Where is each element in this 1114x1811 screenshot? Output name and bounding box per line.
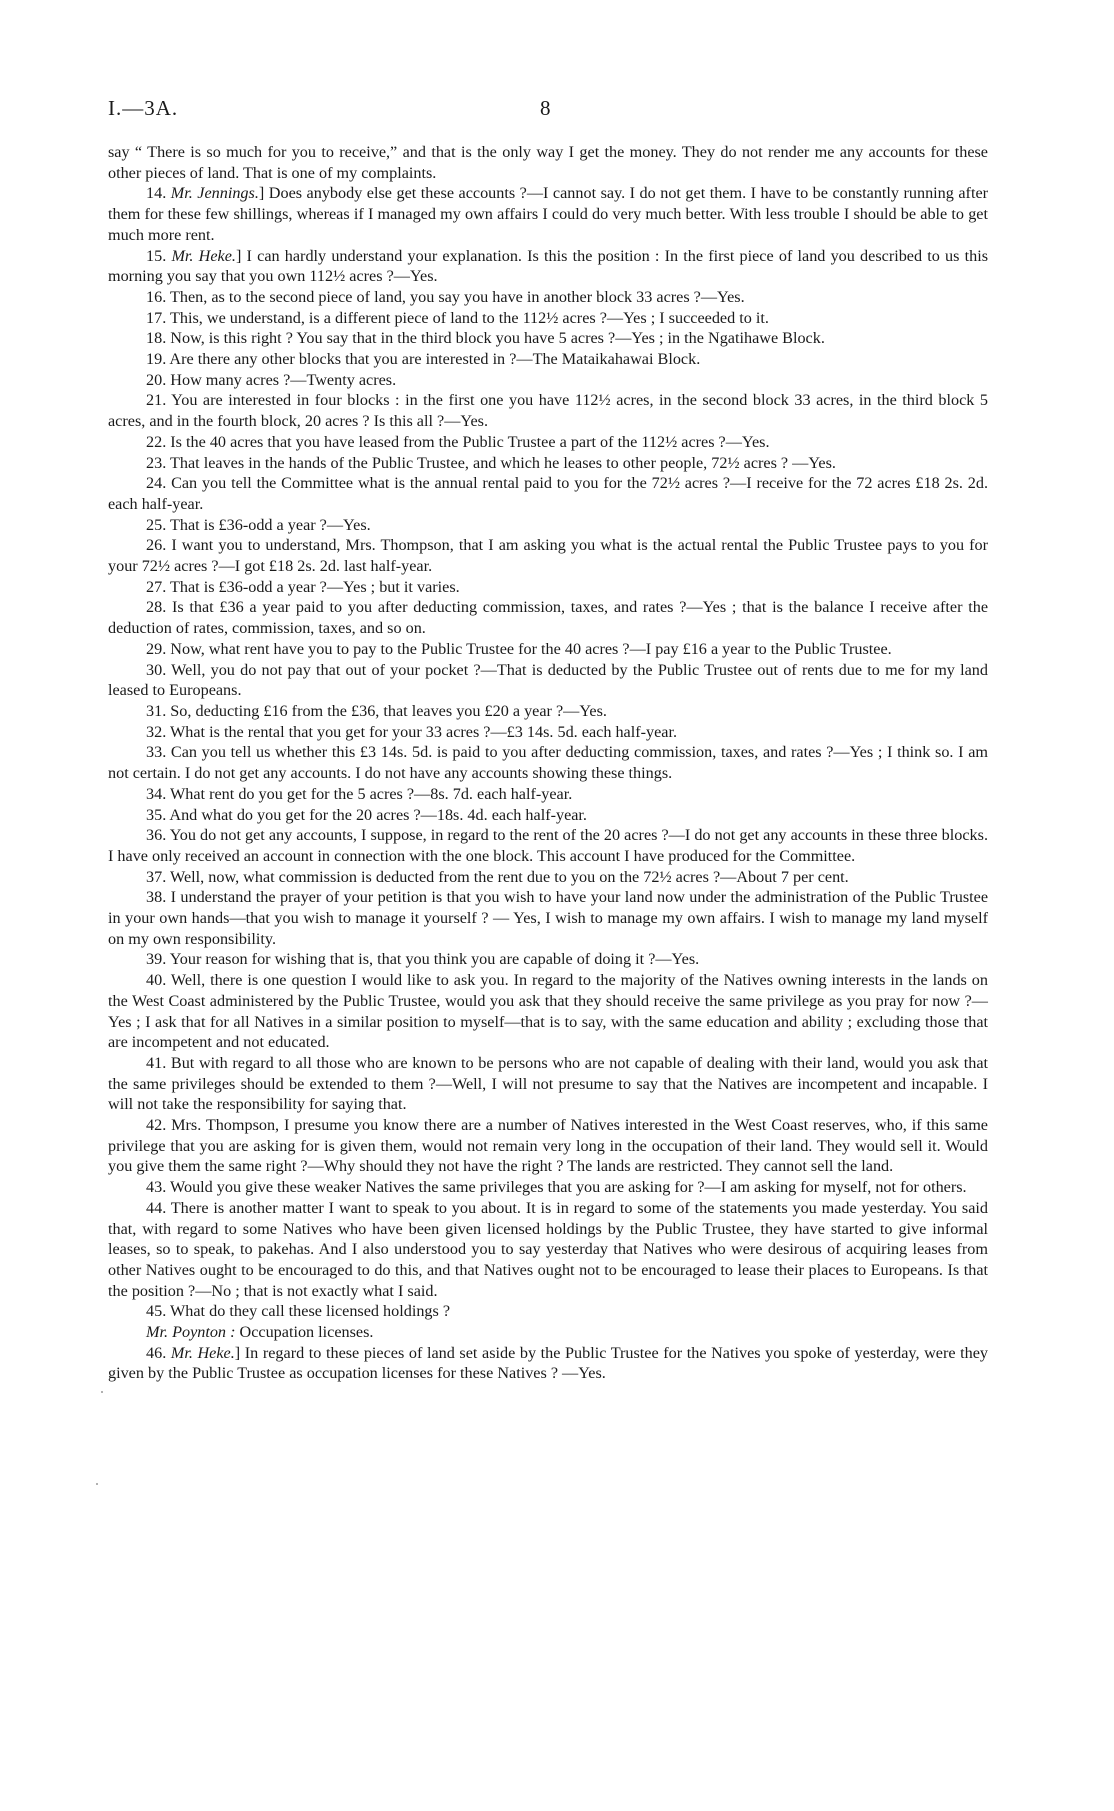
question-number: 46. bbox=[146, 1343, 171, 1362]
question-number: 22. bbox=[146, 432, 171, 451]
paragraph-text: What rent do you get for the 5 acres ?—8s. 7d. each half-year. bbox=[170, 784, 573, 803]
question-number: 35. bbox=[146, 805, 170, 824]
evidence-paragraph bbox=[108, 453, 988, 474]
scan-speck bbox=[96, 1483, 98, 1485]
question-number: 25. bbox=[146, 515, 170, 534]
evidence-paragraph bbox=[108, 1177, 988, 1198]
speaker-name: Mr. Heke. bbox=[170, 1343, 235, 1362]
speaker-bracket: ] bbox=[235, 246, 242, 265]
question-number: 28. bbox=[146, 598, 172, 617]
paragraph-text: In regard to these pieces of land set aside by the Public Trustee for the Natives you spoke of yesterday, were they given by the Public Trustee as occupation licenses for these Natives ? —Yes. bbox=[108, 1343, 989, 1383]
paragraph-text: What is the rental that you get for your 33 acres ?—£3 14s. 5d. each half-year. bbox=[170, 722, 678, 741]
evidence-paragraph bbox=[108, 328, 988, 349]
question-number: 40. bbox=[146, 971, 171, 990]
paragraph-text: How many acres ?—Twenty acres. bbox=[170, 370, 397, 389]
evidence-paragraph bbox=[108, 535, 988, 576]
paragraph-text: I understand the prayer of your petition is that you wish to have your land now under the administration of the Public Trustee in your own hands—that you wish to manage it yourself ? — Yes, I wish to manage my own affairs. I wish to manage my land myself on my own responsibility. bbox=[108, 888, 988, 948]
speaker-name: Mr. Poynton : bbox=[146, 1323, 236, 1342]
paragraph-text: Well, there is one question I would like to ask you. In regard to the majority of the Natives owning interests in the lands on the West Coast administered by the Public Trustee, would you ask that they should receive the same privilege as you pray for now ?—Yes ; I ask that for all Natives in a similar position to myself—that is to say, with the same education and ability ; excluding those that are incompetent and not educated. bbox=[108, 971, 988, 1052]
evidence-paragraph bbox=[108, 577, 988, 598]
evidence-paragraph bbox=[108, 887, 988, 949]
paragraph-text: So, deducting £16 from the £36, that leaves you £20 a year ?—Yes. bbox=[170, 701, 607, 720]
evidence-paragraph bbox=[108, 432, 988, 453]
speaker-name: Mr. Jennings. bbox=[170, 184, 259, 203]
paragraph-text: But with regard to all those who are known to be persons who are not capable of dealing with their land, would you ask that the same privileges should be extended to them ?—Well, I will not presume to say that the Natives are incompetent and incapable. I will not take the responsibility for saying that. bbox=[108, 1053, 989, 1114]
question-number: 14. bbox=[146, 184, 171, 203]
minutes-of-evidence bbox=[108, 142, 988, 1384]
evidence-paragraph bbox=[108, 183, 988, 245]
evidence-paragraph bbox=[108, 246, 988, 287]
paragraph-text: Now, what rent have you to pay to the Public Trustee for the 40 acres ?—I pay £16 a year to the Public Trustee. bbox=[170, 639, 892, 658]
question-number: 45. bbox=[146, 1302, 170, 1321]
question-number: 21. bbox=[146, 391, 172, 410]
question-number: 39. bbox=[146, 950, 170, 969]
evidence-paragraph bbox=[108, 473, 988, 514]
paragraph-text: That is £36-odd a year ?—Yes. bbox=[170, 515, 371, 534]
question-number: 33. bbox=[146, 743, 171, 762]
question-number: 42. bbox=[146, 1116, 172, 1135]
question-number: 41. bbox=[146, 1053, 171, 1072]
evidence-paragraph bbox=[108, 597, 988, 638]
evidence-paragraph bbox=[108, 1198, 988, 1302]
evidence-paragraph bbox=[108, 1115, 988, 1177]
paragraph-text: Mrs. Thompson, I presume you know there are a number of Natives interested in the West Coast reserves, who, if this same privilege that you are asking for is given them, would not remain very long in the occupation of their land. They would sell it. Would you give them the same right ?—Why should they not have the right ? The lands are restricted. They cannot sell the land. bbox=[108, 1116, 988, 1176]
evidence-paragraph bbox=[108, 722, 988, 743]
question-number: 26. bbox=[146, 536, 172, 555]
question-number: 37. bbox=[146, 867, 170, 886]
paragraph-text: Now, is this right ? You say that in the third block you have 5 acres ?—Yes ; in the Ngatihawe Block. bbox=[170, 329, 825, 348]
page-header bbox=[108, 96, 988, 126]
paragraph-text: Well, you do not pay that out of your pocket ?—That is deducted by the Public Trustee out of rents due to me for my land leased to Europeans. bbox=[108, 660, 988, 700]
paragraph-text: Well, now, what commission is deducted from the rent due to you on the 72½ acres ?—About 7 per cent. bbox=[170, 867, 849, 886]
evidence-paragraph bbox=[108, 639, 988, 660]
evidence-paragraph bbox=[108, 515, 988, 536]
evidence-paragraph bbox=[108, 142, 988, 183]
paragraph-text: And what do you get for the 20 acres ?—18s. 4d. each half-year. bbox=[169, 805, 587, 824]
paragraph-text: What do they call these licensed holdings ? bbox=[170, 1302, 451, 1321]
question-number: 18. bbox=[146, 329, 171, 348]
page-number: 8 bbox=[540, 96, 551, 120]
question-number: 23. bbox=[146, 453, 170, 472]
question-number: 16. bbox=[146, 287, 170, 306]
question-number: 15. bbox=[146, 246, 172, 265]
paragraph-text: Would you give these weaker Natives the same privileges that you are asking for ?—I am asking for myself, not for others. bbox=[170, 1178, 967, 1197]
speaker-name: Mr. Heke. bbox=[171, 246, 236, 265]
evidence-paragraph bbox=[108, 949, 988, 970]
evidence-paragraph bbox=[108, 701, 988, 722]
evidence-paragraph bbox=[108, 287, 988, 308]
evidence-paragraph bbox=[108, 370, 988, 391]
evidence-paragraph bbox=[108, 970, 988, 1053]
paragraph-text: That is £36-odd a year ?—Yes ; but it varies. bbox=[170, 577, 460, 596]
question-number: 20. bbox=[146, 370, 171, 389]
evidence-paragraph bbox=[108, 867, 988, 888]
paragraph-text: Does anybody else get these accounts ?—I cannot say. I do not get them. I have to be constantly running after them for these few shillings, whereas if I managed my own affairs I could do very much better. With less trouble I should be able to get much more rent. bbox=[108, 184, 989, 244]
paragraph-text: Are there any other blocks that you are interested in ?—The Mataikahawai Block. bbox=[169, 350, 701, 369]
paragraph-text: That leaves in the hands of the Public Trustee, and which he leases to other people, 72½ acres ? —Yes. bbox=[170, 453, 836, 472]
evidence-paragraph bbox=[108, 390, 988, 431]
evidence-paragraph bbox=[108, 1322, 988, 1343]
question-number: 17. bbox=[146, 308, 170, 327]
question-number: 43. bbox=[146, 1178, 170, 1197]
paragraph-text: Is that £36 a year paid to you after deducting commission, taxes, and rates ?—Yes ; that is the balance I receive after the deduction of rates, commission, taxes, and so on. bbox=[108, 598, 989, 638]
document-reference: I.—3A. bbox=[108, 96, 179, 120]
question-number: 31. bbox=[146, 701, 171, 720]
document-page bbox=[108, 96, 988, 1384]
paragraph-text: There is another matter I want to speak to you about. It is in regard to some of the statements you made yesterday. You said that, with regard to some Natives who have been given licensed holdings by the Public Trustee, they have started to give informal leases, so to speak, to pakehas. And I also understood you to say yesterday that Natives who were desirous of acquiring leases from other Natives ought to be encouraged to do this, and that Natives ought not to be encouraged to lease their places to Europeans. Is that the position ?—No ; that is not exactly what I said. bbox=[108, 1198, 988, 1300]
paragraph-text: Then, as to the second piece of land, you say you have in another block 33 acres ?—Yes. bbox=[170, 287, 745, 306]
paragraph-text: Is the 40 acres that you have leased from the Public Trustee a part of the 112½ acres ?—Yes. bbox=[170, 432, 770, 451]
paragraph-text: say “ There is so much for you to receive,” and that is the only way I get the money. They do not render me any accounts for these other pieces of land. That is one of my complaints. bbox=[108, 143, 988, 182]
paragraph-text: Can you tell us whether this £3 14s. 5d. is paid to you after deducting commission, taxes, and rates ?—Yes ; I think so. I am not certain. I do not get any accounts. I do not have any accounts showing these things. bbox=[108, 743, 989, 783]
question-number: 29. bbox=[146, 639, 171, 658]
speaker-bracket: ] bbox=[234, 1343, 241, 1362]
paragraph-text: You do not get any accounts, I suppose, in regard to the rent of the 20 acres ?—I do not get any accounts in these three blocks. I have only received an account in connection with the one block. This account I have produced for the Committee. bbox=[108, 826, 988, 865]
evidence-paragraph bbox=[108, 742, 988, 783]
question-number: 32. bbox=[146, 722, 170, 741]
question-number: 38. bbox=[146, 888, 171, 907]
paragraph-text: Can you tell the Committee what is the annual rental paid to you for the 72½ acres ?—I receive for the 72 acres £18 2s. 2d. each half-year. bbox=[108, 474, 988, 513]
question-number: 36. bbox=[146, 826, 170, 845]
paragraph-text: This, we understand, is a different piece of land to the 112½ acres ?—Yes ; I succeeded to it. bbox=[170, 308, 769, 327]
scan-speck bbox=[101, 1391, 103, 1393]
question-number: 19. bbox=[146, 350, 170, 369]
question-number: 27. bbox=[146, 577, 170, 596]
paragraph-text: Occupation licenses. bbox=[235, 1323, 374, 1342]
paragraph-text: I can hardly understand your explanation. Is this the position : In the first piece of land you described to us this morning you say that you own 112½ acres ?—Yes. bbox=[108, 246, 989, 286]
question-number: 24. bbox=[146, 474, 172, 493]
evidence-paragraph bbox=[108, 784, 988, 805]
evidence-paragraph bbox=[108, 1343, 988, 1384]
evidence-paragraph bbox=[108, 1053, 988, 1115]
evidence-paragraph bbox=[108, 349, 988, 370]
speaker-bracket: ] bbox=[258, 184, 265, 203]
evidence-paragraph bbox=[108, 1301, 988, 1322]
paragraph-text: I want you to understand, Mrs. Thompson, that I am asking you what is the actual rental the Public Trustee pays to you for your 72½ acres ?—I got £18 2s. 2d. last half-year. bbox=[108, 536, 988, 576]
paragraph-text: You are interested in four blocks : in the first one you have 112½ acres, in the second block 33 acres, in the third block 5 acres, and in the fourth block, 20 acres ? Is this all ?—Yes. bbox=[108, 391, 988, 431]
paragraph-text: Your reason for wishing that is, that you think you are capable of doing it ?—Yes. bbox=[169, 950, 700, 969]
question-number: 44. bbox=[146, 1198, 171, 1217]
question-number: 34. bbox=[146, 784, 170, 803]
evidence-paragraph bbox=[108, 825, 988, 866]
evidence-paragraph bbox=[108, 308, 988, 329]
question-number: 30. bbox=[146, 660, 172, 679]
evidence-paragraph bbox=[108, 805, 988, 826]
evidence-paragraph bbox=[108, 660, 988, 701]
